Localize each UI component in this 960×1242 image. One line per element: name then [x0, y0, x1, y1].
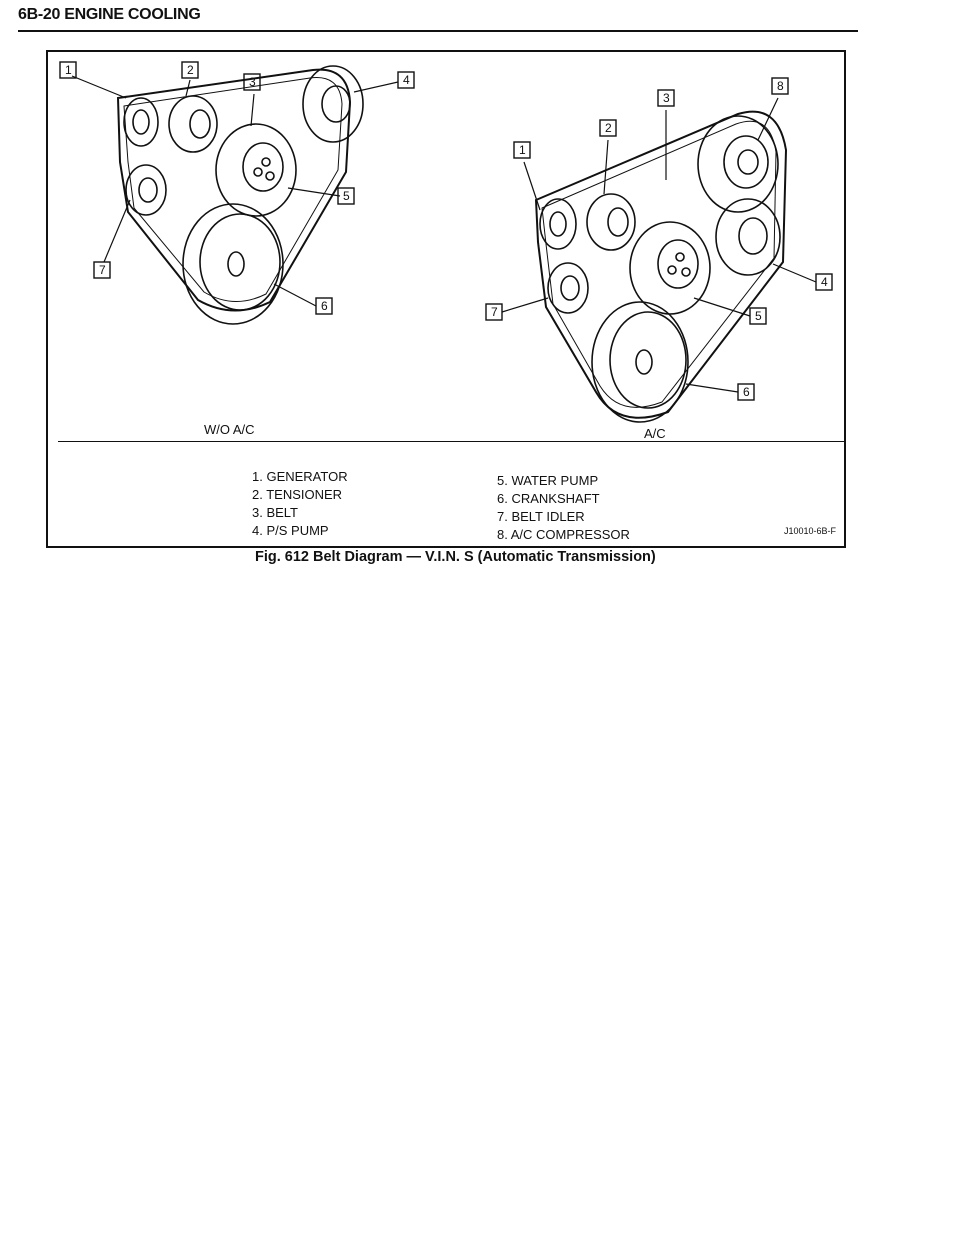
callout-1 — [60, 62, 76, 78]
svg-text:7: 7 — [491, 305, 498, 319]
legend-item: 3. BELT — [252, 505, 299, 520]
legend-left — [252, 468, 348, 540]
ac-callout-3 — [658, 90, 674, 106]
ac-compressor-pulley — [698, 116, 778, 212]
water-pump-pulley — [216, 124, 296, 216]
ps-pump-pulley — [303, 66, 363, 142]
svg-text:3: 3 — [663, 91, 670, 105]
belt-diagram-without-ac — [118, 66, 363, 324]
svg-text:7: 7 — [99, 263, 106, 277]
svg-text:8: 8 — [777, 79, 784, 93]
callout-7 — [94, 262, 110, 278]
legend-item: 7. BELT IDLER — [497, 509, 585, 524]
ac-callout-8 — [772, 78, 788, 94]
svg-text:5: 5 — [343, 189, 350, 203]
svg-text:4: 4 — [403, 73, 410, 87]
callout-4 — [398, 72, 414, 88]
belt-diagram-with-ac — [536, 112, 786, 422]
ac-belt-idler-pulley — [548, 263, 588, 313]
svg-text:1: 1 — [65, 63, 72, 77]
belt-diagram — [48, 52, 844, 546]
callout-5 — [338, 188, 354, 204]
legend-item: 8. A/C COMPRESSOR — [497, 527, 630, 542]
svg-text:1: 1 — [519, 143, 526, 157]
legend-item: 4. P/S PUMP — [252, 523, 329, 538]
legend-item: 2. TENSIONER — [252, 487, 343, 502]
divider-line — [58, 441, 844, 442]
ac-callout-5 — [750, 308, 766, 324]
svg-text:2: 2 — [605, 121, 612, 135]
ac-callout-1 — [514, 142, 530, 158]
figure-caption: Fig. 612 Belt Diagram — V.I.N. S (Automatic Transmission) — [255, 549, 656, 565]
svg-text:3: 3 — [249, 75, 256, 89]
svg-text:6: 6 — [743, 385, 750, 399]
ac-callout-6 — [738, 384, 754, 400]
legend-item: 1. GENERATOR — [252, 469, 348, 484]
svg-text:4: 4 — [821, 275, 828, 289]
figure-frame — [46, 50, 846, 548]
crankshaft-pulley — [183, 204, 283, 324]
ac-crankshaft-pulley — [592, 302, 688, 422]
ac-generator-pulley — [540, 199, 576, 249]
svg-text:5: 5 — [755, 309, 762, 323]
ac-callout-7 — [486, 304, 502, 320]
svg-text:2: 2 — [187, 63, 194, 77]
caption-without-ac: W/O A/C — [204, 422, 255, 437]
legend-right — [497, 472, 630, 544]
tensioner-pulley — [169, 96, 217, 152]
legend-item: 5. WATER PUMP — [497, 473, 599, 488]
callout-6 — [316, 298, 332, 314]
generator-pulley — [124, 98, 158, 146]
ac-tensioner-pulley — [587, 194, 635, 250]
page-header — [18, 4, 858, 32]
section-title: 6B-20 ENGINE COOLING — [18, 6, 201, 23]
callout-2 — [182, 62, 198, 78]
legend-item: 6. CRANKSHAFT — [497, 491, 600, 506]
ac-water-pump-pulley — [630, 222, 710, 314]
svg-text:6: 6 — [321, 299, 328, 313]
ac-callout-2 — [600, 120, 616, 136]
ac-callout-4 — [816, 274, 832, 290]
figure-code: J10010-6B-F — [783, 526, 836, 536]
caption-with-ac: A/C — [644, 426, 666, 441]
